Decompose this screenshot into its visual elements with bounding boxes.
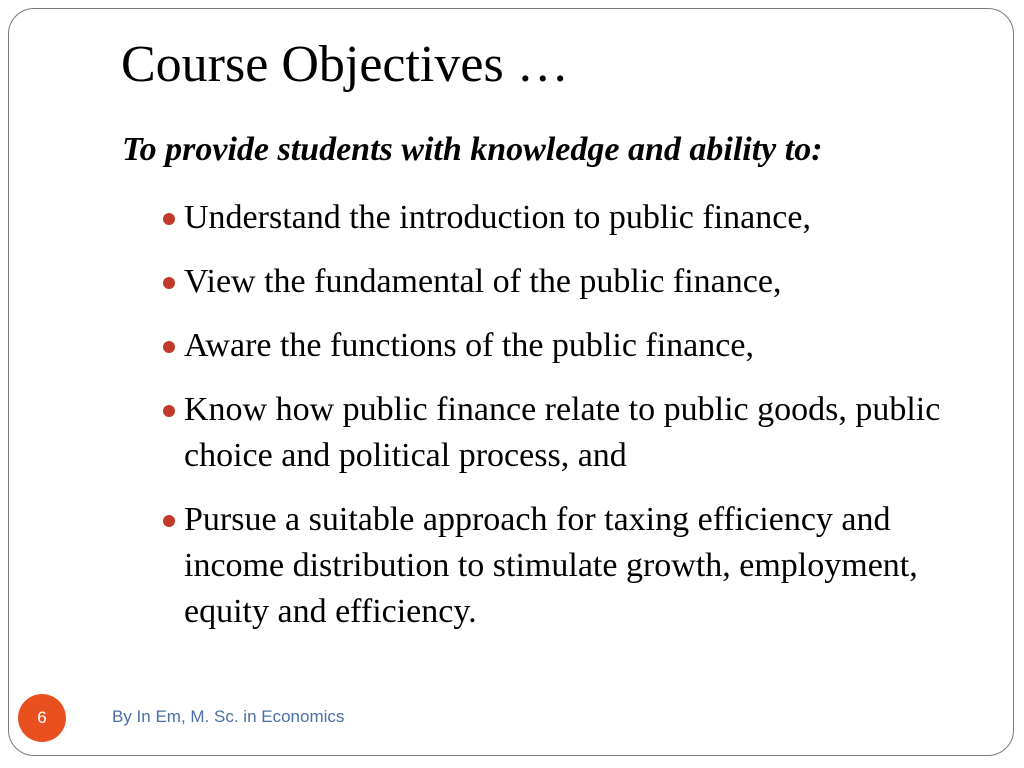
bullet-dot-icon — [163, 341, 175, 353]
bullet-text: Understand the introduction to public finance, — [184, 199, 811, 236]
bullet-text: Know how public finance relate to public goods, public choice and political process, and — [184, 391, 941, 474]
bullet-item — [159, 387, 979, 479]
footer-author: By In Em, M. Sc. in Economics — [112, 707, 345, 726]
slide-frame — [8, 8, 1014, 756]
bullet-item — [159, 259, 979, 305]
bullet-list — [159, 195, 979, 653]
slide-title: Course Objectives … — [121, 36, 569, 93]
bullet-dot-icon — [163, 405, 175, 417]
bullet-item — [159, 497, 979, 635]
bullet-dot-icon — [163, 277, 175, 289]
bullet-dot-icon — [163, 515, 175, 527]
bullet-item — [159, 323, 979, 369]
bullet-text: View the fundamental of the public finance, — [184, 263, 782, 300]
bullet-item — [159, 195, 979, 241]
page-number-badge: 6 — [18, 694, 66, 742]
slide-subtitle: To provide students with knowledge and ability to: — [122, 131, 823, 168]
bullet-dot-icon — [163, 213, 175, 225]
bullet-text: Pursue a suitable approach for taxing efficiency and income distribution to stimulate growth, employment, equity and efficiency. — [184, 501, 918, 630]
bullet-text: Aware the functions of the public finance, — [184, 327, 754, 364]
